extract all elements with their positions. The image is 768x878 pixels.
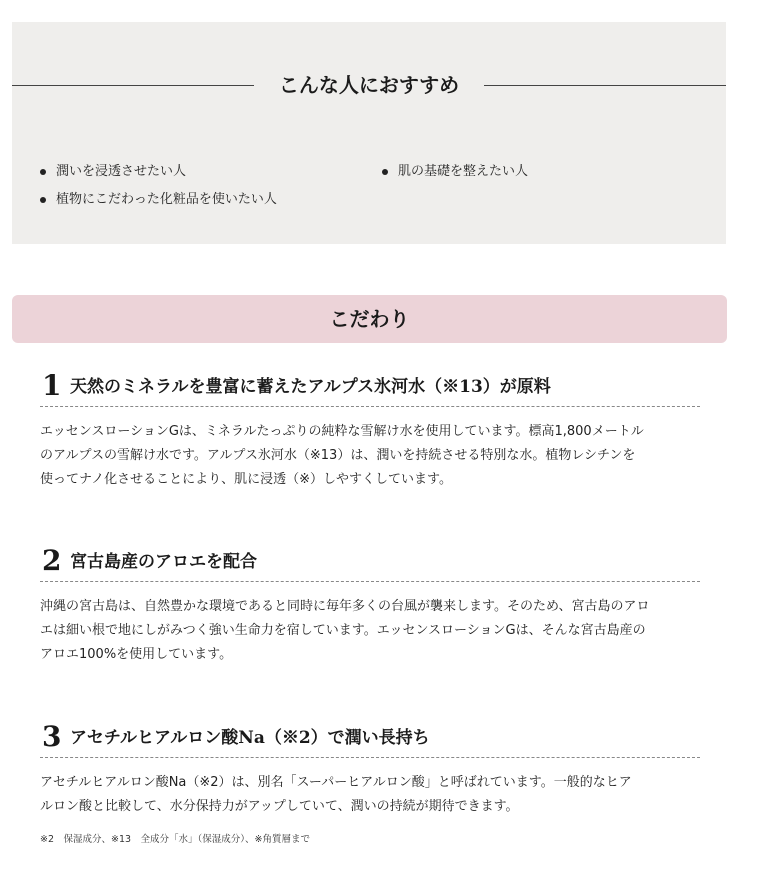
feature-heading bbox=[40, 370, 700, 407]
kodawari-banner bbox=[12, 295, 727, 343]
heading-rule-left bbox=[12, 85, 254, 86]
feature-number: 3 bbox=[42, 720, 62, 753]
feature-title: アセチルヒアルロン酸Na（※2）で潤い長持ち bbox=[70, 728, 430, 748]
feature-section-3 bbox=[40, 721, 700, 819]
recommend-item-label: 肌の基礎を整えたい人 bbox=[398, 164, 529, 179]
feature-title: 宮古島産のアロエを配合 bbox=[70, 552, 257, 572]
feature-body: 沖縄の宮古島は、自然豊かな環境であると同時に毎年多くの台風が襲来します。そのため、宮古島のアロ エは細い根で地にしがみつく強い生命力を宿しています。エッセンスローションGは、そんな宮古島産の アロエ100%を使用しています。 bbox=[40, 599, 650, 662]
footnote: ※2 保湿成分、※13 全成分「水」（保湿成分）、※角質層まで bbox=[40, 834, 311, 845]
heading-rule-right bbox=[484, 85, 726, 86]
recommend-item bbox=[40, 162, 186, 182]
recommend-item-label: 植物にこだわった化粧品を使いたい人 bbox=[56, 192, 277, 207]
kodawari-title: こだわり bbox=[329, 307, 410, 331]
recommend-item bbox=[40, 190, 277, 210]
feature-body: アセチルヒアルロン酸Na（※2）は、別名「スーパーヒアルロン酸」と呼ばれています。一般的なヒア ルロン酸と比較して、水分保持力がアップしていて、潤いの持続が期待できます。 bbox=[40, 775, 632, 814]
feature-heading bbox=[40, 545, 700, 582]
feature-body: エッセンスローションGは、ミネラルたっぷりの純粋な雪解け水を使用しています。標高1,800メートル のアルプスの雪解け水です。アルプス氷河水（※13）は、潤いを持続させる特別な水。植物レシチンを 使ってナノ化させることにより、肌に浸透（※）しやすくしています。 bbox=[40, 424, 644, 487]
feature-section-2 bbox=[40, 545, 700, 667]
feature-number: 2 bbox=[42, 544, 62, 577]
bullet-icon bbox=[382, 169, 388, 175]
feature-heading bbox=[40, 721, 700, 758]
bullet-icon bbox=[40, 169, 46, 175]
feature-section-1 bbox=[40, 370, 700, 492]
feature-number: 1 bbox=[42, 369, 62, 402]
recommend-title: こんな人におすすめ bbox=[278, 73, 460, 97]
bullet-icon bbox=[40, 197, 46, 203]
recommend-item bbox=[382, 162, 528, 182]
recommend-box bbox=[12, 22, 726, 244]
feature-title: 天然のミネラルを豊富に蓄えたアルプス氷河水（※13）が原料 bbox=[70, 377, 551, 397]
recommend-item-label: 潤いを浸透させたい人 bbox=[56, 164, 187, 179]
